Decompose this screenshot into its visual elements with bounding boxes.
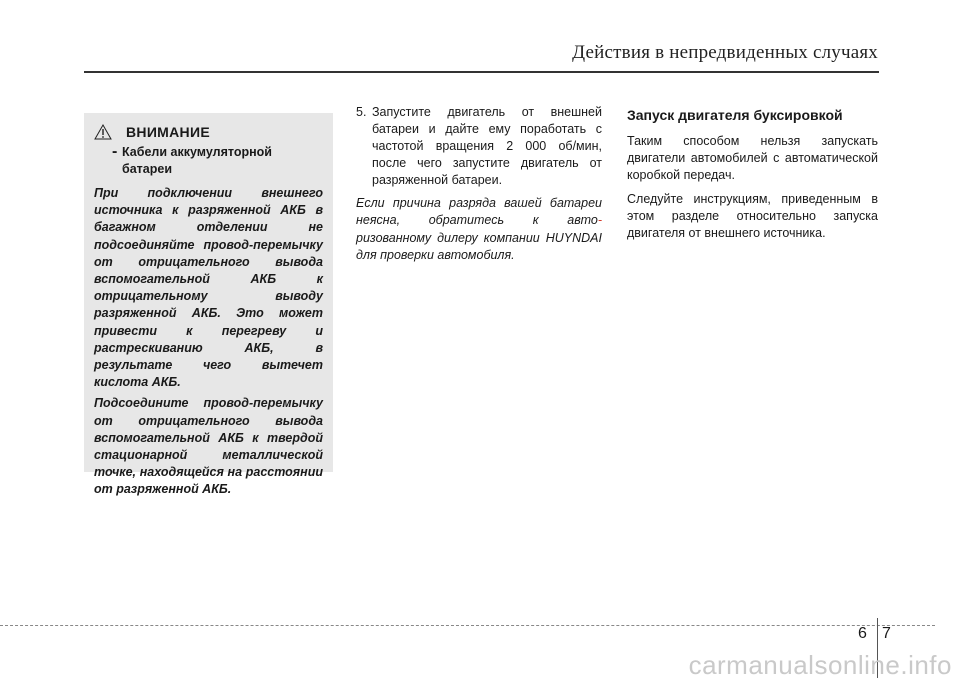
warning-paragraph-1: При подключении внешнего источника к разряженной АКБ в багажном отделении не подсоединяйте провод-перемычку от отрицательного вывода вспомогательной АКБ к отрицательному выводу разряженной АКБ. Это может привести к перегреву и растрескиванию АКБ, в результате чего вытечет кислота АКБ. <box>94 186 323 390</box>
right-column <box>627 104 878 249</box>
note-part-1: Если причина разряда вашей батареи неясна, обратитесь к авто <box>356 196 602 228</box>
step-number: 5. <box>356 105 367 119</box>
header-rule <box>84 71 879 73</box>
dealer-note <box>356 195 602 265</box>
page-number: 7 <box>882 625 891 642</box>
page-header-title: Действия в непредвиденных случаях <box>572 42 878 63</box>
section-title: Запуск двигателя буксировкой <box>627 107 843 123</box>
middle-column <box>356 104 602 265</box>
chapter-number: 6 <box>858 625 867 642</box>
right-paragraph-2: Следуйте инструкциям, приведенным в этом разделе относительно запуска двигателя от внешнего источника. <box>627 192 878 240</box>
subtitle-dash: - <box>112 143 118 160</box>
warning-box <box>84 113 333 497</box>
warning-subtitle-line2: батареи <box>122 162 173 176</box>
warning-subtitle <box>112 144 323 178</box>
warning-subtitle-line1: Кабели аккумуляторной <box>122 145 272 159</box>
right-paragraph-1: Таким способом нельзя запускать двигатели автомобилей с автоматической коробкой передач. <box>627 134 878 182</box>
warning-triangle-icon <box>94 124 112 140</box>
warning-title: ВНИМАНИЕ <box>126 124 210 140</box>
watermark: carmanualsonline.info <box>688 650 952 680</box>
warning-header <box>94 123 323 141</box>
note-hyphen: - <box>597 213 602 228</box>
warning-paragraph-2: Подсоедините провод-перемычку от отрицательного вывода вспомогательной АКБ к твердой стационарной металлической точке, находящейся на расстоянии от разряженной АКБ. <box>94 396 323 497</box>
step-5 <box>356 104 602 189</box>
step-text: Запустите двигатель от внешней батареи и дайте ему поработать с частотой вращения 2 000 об/мин, после чего запустите двигатель от разряженной батареи. <box>372 105 602 187</box>
note-part-2: ризованному дилеру компании HUYNDAI для проверки автомобиля. <box>356 230 602 263</box>
footer-rule <box>0 625 935 626</box>
